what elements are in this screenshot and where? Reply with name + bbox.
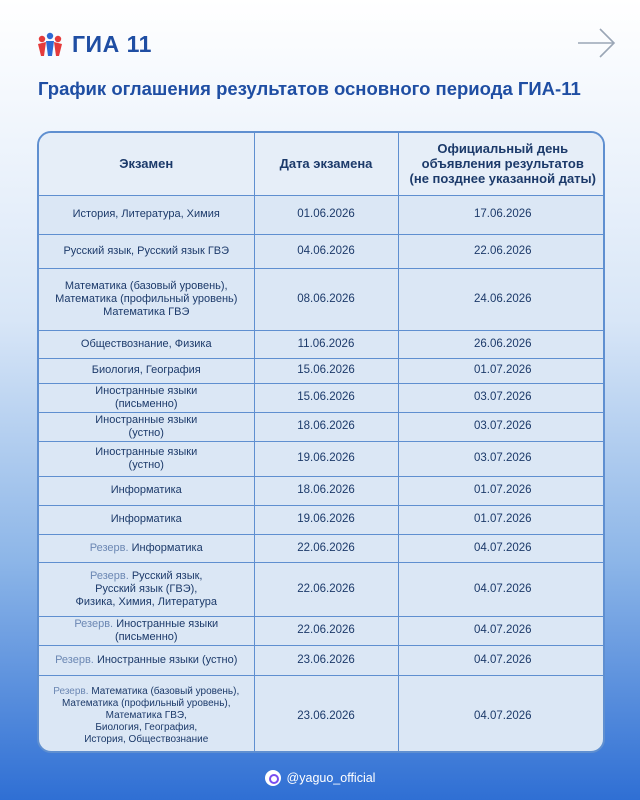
result-date-cell: 22.06.2026 bbox=[398, 234, 605, 268]
exam-date-cell: 22.06.2026 bbox=[254, 616, 398, 645]
exam-date-cell: 19.06.2026 bbox=[254, 505, 398, 534]
exam-cell bbox=[39, 534, 254, 562]
exam-date-cell: 23.06.2026 bbox=[254, 645, 398, 675]
table-row bbox=[39, 562, 605, 616]
exam-cell bbox=[39, 562, 254, 616]
exam-line bbox=[45, 293, 248, 306]
result-date-cell: 01.07.2026 bbox=[398, 358, 605, 383]
table-row bbox=[39, 268, 605, 330]
result-date-cell: 04.07.2026 bbox=[398, 562, 605, 616]
table-row bbox=[39, 412, 605, 441]
exam-name: Математика ГВЭ, bbox=[105, 710, 187, 722]
results-table bbox=[37, 131, 605, 753]
exam-name: Информатика bbox=[110, 513, 182, 525]
exam-cell bbox=[39, 358, 254, 383]
exam-date-cell: 22.06.2026 bbox=[254, 562, 398, 616]
exam-name: Иностранные языки (устно) bbox=[96, 653, 238, 666]
table-row bbox=[39, 441, 605, 476]
exam-name: Информатика bbox=[110, 484, 182, 496]
result-date-cell: 26.06.2026 bbox=[398, 330, 605, 358]
exam-name: Иностранные языки (письменно) bbox=[114, 617, 219, 643]
exam-name: Иностранные языки bbox=[95, 445, 198, 458]
reserve-label: Резерв. bbox=[55, 653, 94, 666]
result-date-cell: 03.07.2026 bbox=[398, 441, 605, 476]
exam-line bbox=[45, 698, 248, 710]
result-date-cell: 01.07.2026 bbox=[398, 476, 605, 505]
table-row bbox=[39, 476, 605, 505]
exam-line bbox=[45, 513, 248, 526]
exam-line bbox=[45, 686, 248, 698]
result-date-cell: 04.07.2026 bbox=[398, 534, 605, 562]
exam-cell bbox=[39, 675, 254, 753]
exam-cell bbox=[39, 234, 254, 268]
exam-date-cell: 18.06.2026 bbox=[254, 476, 398, 505]
exam-name: Математика (профильный уровень) bbox=[55, 292, 238, 305]
exam-name: Русский язык, bbox=[131, 569, 203, 582]
table-row bbox=[39, 358, 605, 383]
exam-date-cell: 19.06.2026 bbox=[254, 441, 398, 476]
reserve-label: Резерв. bbox=[53, 686, 89, 698]
table-row bbox=[39, 675, 605, 753]
exam-line bbox=[45, 484, 248, 497]
table-row bbox=[39, 195, 605, 234]
table-row bbox=[39, 534, 605, 562]
arrow-right-icon[interactable] bbox=[576, 22, 618, 64]
exam-name: Математика (профильный уровень), bbox=[61, 698, 231, 710]
exam-line bbox=[45, 364, 248, 377]
exam-name: Математика ГВЭ bbox=[103, 305, 190, 318]
exam-date-cell: 15.06.2026 bbox=[254, 358, 398, 383]
result-date-cell: 04.07.2026 bbox=[398, 616, 605, 645]
exam-name: Иностранные языки bbox=[95, 413, 198, 426]
exam-line bbox=[45, 654, 248, 667]
exam-name: История, Литература, Химия bbox=[72, 208, 220, 220]
exam-name: Математика (базовый уровень), bbox=[64, 279, 228, 292]
exam-line bbox=[45, 398, 248, 411]
exam-name: Русский язык (ГВЭ), bbox=[95, 582, 198, 595]
exam-name: (устно) bbox=[128, 426, 164, 439]
exam-line bbox=[45, 280, 248, 293]
table-row bbox=[39, 234, 605, 268]
exam-date-cell: 22.06.2026 bbox=[254, 534, 398, 562]
exam-line bbox=[45, 427, 248, 440]
exam-name: Математика (базовый уровень), bbox=[91, 686, 240, 698]
table-row bbox=[39, 505, 605, 534]
exam-cell bbox=[39, 505, 254, 534]
result-date-cell: 01.07.2026 bbox=[398, 505, 605, 534]
header-result bbox=[398, 133, 605, 195]
exam-cell bbox=[39, 195, 254, 234]
exam-date-cell: 15.06.2026 bbox=[254, 383, 398, 412]
result-date-cell: 04.07.2026 bbox=[398, 675, 605, 753]
header-result-line3: (не позднее указанной даты) bbox=[409, 171, 596, 187]
exam-line bbox=[45, 542, 248, 555]
logo-text: ГИА 11 bbox=[72, 30, 152, 57]
exam-line bbox=[45, 583, 248, 596]
header-result-line1: Официальный день bbox=[437, 141, 569, 157]
exam-cell bbox=[39, 268, 254, 330]
footer bbox=[0, 770, 640, 786]
exam-line bbox=[45, 710, 248, 722]
exam-line bbox=[45, 446, 248, 459]
exam-name: Биология, География bbox=[91, 364, 201, 376]
result-date-cell: 24.06.2026 bbox=[398, 268, 605, 330]
exam-date-cell: 04.06.2026 bbox=[254, 234, 398, 268]
exam-name: (письменно) bbox=[114, 397, 178, 410]
exam-line bbox=[45, 208, 248, 221]
exam-name: (устно) bbox=[128, 458, 164, 471]
page-title: График оглашения результатов основного периода ГИА-11 bbox=[38, 78, 581, 99]
exam-name: История, Обществознание bbox=[84, 734, 209, 746]
exam-date-cell: 11.06.2026 bbox=[254, 330, 398, 358]
exam-line bbox=[45, 618, 248, 644]
exam-name: Биология, География, bbox=[95, 722, 198, 734]
exam-name: Русский язык, Русский язык ГВЭ bbox=[63, 244, 230, 257]
exam-cell bbox=[39, 412, 254, 441]
logo bbox=[36, 30, 152, 58]
exam-line bbox=[45, 570, 248, 583]
exam-date-cell: 23.06.2026 bbox=[254, 675, 398, 753]
header-exam: Экзамен bbox=[39, 133, 254, 195]
exam-cell bbox=[39, 645, 254, 675]
reserve-label: Резерв. bbox=[89, 569, 129, 582]
exam-cell bbox=[39, 441, 254, 476]
table-row bbox=[39, 383, 605, 412]
result-date-cell: 04.07.2026 bbox=[398, 645, 605, 675]
exam-line bbox=[45, 722, 248, 734]
exam-line bbox=[45, 338, 248, 351]
exam-date-cell: 01.06.2026 bbox=[254, 195, 398, 234]
exam-line bbox=[45, 385, 248, 398]
table-row bbox=[39, 645, 605, 675]
result-date-cell: 17.06.2026 bbox=[398, 195, 605, 234]
exam-cell bbox=[39, 330, 254, 358]
exam-date-cell: 08.06.2026 bbox=[254, 268, 398, 330]
exam-line bbox=[45, 414, 248, 427]
exam-line bbox=[45, 245, 248, 258]
gia-logo-icon bbox=[36, 30, 68, 58]
exam-line bbox=[45, 596, 248, 609]
exam-name: Обществознание, Физика bbox=[80, 337, 212, 350]
exam-name: Физика, Химия, Литература bbox=[75, 595, 217, 608]
header-date: Дата экзамена bbox=[254, 133, 398, 195]
table-row bbox=[39, 616, 605, 645]
exam-name: Иностранные языки bbox=[95, 384, 198, 397]
result-date-cell: 03.07.2026 bbox=[398, 383, 605, 412]
footer-handle[interactable]: @yaguo_official bbox=[286, 771, 376, 785]
header-result-line2: объявления результатов bbox=[421, 156, 584, 172]
result-date-cell: 03.07.2026 bbox=[398, 412, 605, 441]
exam-line bbox=[45, 734, 248, 746]
exam-line bbox=[45, 459, 248, 472]
exam-cell bbox=[39, 476, 254, 505]
reserve-label: Резерв. bbox=[89, 541, 129, 554]
exam-name: Информатика bbox=[131, 541, 203, 554]
table-row bbox=[39, 330, 605, 358]
exam-date-cell: 18.06.2026 bbox=[254, 412, 398, 441]
exam-line bbox=[45, 306, 248, 319]
exam-cell bbox=[39, 616, 254, 645]
social-icon[interactable] bbox=[265, 770, 281, 786]
exam-cell bbox=[39, 383, 254, 412]
reserve-label: Резерв. bbox=[74, 617, 114, 630]
